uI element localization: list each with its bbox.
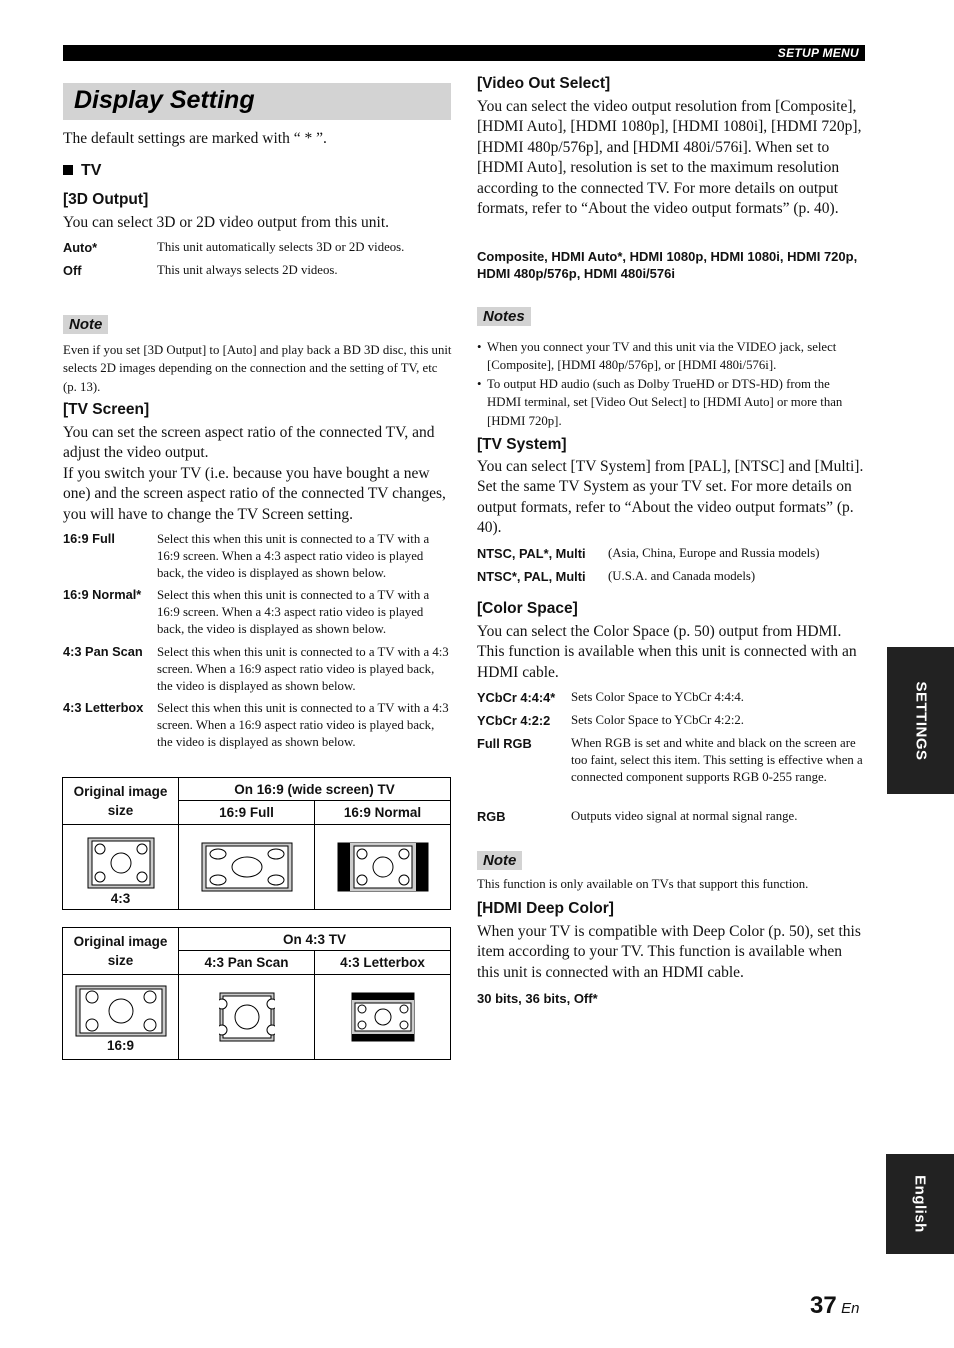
option-label: Off [63,263,82,278]
option-label: RGB [477,809,506,824]
cropped-image-icon [219,992,275,1042]
page-title: Display Setting [74,86,255,114]
square-bullet-icon [63,165,73,175]
source-ratio-label: 16:9 [106,1038,135,1053]
note-item: • When you connect your TV and this unit via the VIDEO jack, select [Composite], [HDMI 480p/576p], or [HDMI 480i/576i]. [477,338,865,375]
group-header: On 16:9 (wide screen) TV [179,778,451,801]
output3d-heading: [3D Output] [63,191,149,208]
option-label: 16:9 Normal* [63,587,142,602]
full-result-cell [179,825,315,910]
side-tab-settings[interactable] [887,647,954,794]
option-text: This unit automatically selects 3D or 2D videos. [157,240,405,254]
source-image-cell [63,975,179,1060]
tv-heading-text: TV [81,162,102,179]
option-text: When RGB is set and white and black on the screen are too faint, select this item. This setting is effective when a connected component supports RGB 0-255 range. [571,736,863,784]
videoout-options: Composite, HDMI Auto*, HDMI 1080p, HDMI 1080i, HDMI 720p, HDMI 480p/576p, HDMI 480i/576i [477,249,858,281]
aspect-table-4x3 [62,927,451,1060]
option-text: Select this when this unit is connected to a TV with a 4:3 screen. When a 16:9 aspect ratio video is played back, the video is displayed as shown below. [157,645,449,693]
title-box [63,83,451,120]
source-ratio-label: 4:3 [110,891,131,906]
option-label: 4:3 Letterbox [63,700,144,715]
colorspace-heading: [Color Space] [477,600,578,617]
option-text: Sets Color Space to YCbCr 4:4:4. [571,690,744,704]
group-header: On 4:3 TV [179,928,451,951]
notes-list [477,338,865,430]
option-text: Select this when this unit is connected to a TV with a 16:9 screen. When a 4:3 aspect ratio video is played back, the video is displayed as shown below. [157,532,430,580]
option-text: Outputs video signal at normal signal range. [571,809,798,823]
side-tab-english-label: English [911,1175,929,1233]
image-16x9-icon [75,985,167,1037]
intro-text: The default settings are marked with “ * ”. [63,130,327,147]
option-label: NTSC, PAL*, Multi [477,546,586,561]
page-lang: En [841,1300,860,1317]
tvsystem-desc: You can select [TV System] from [PAL], [NTSC] and [Multi]. Set the same TV System as your TV set. For more details on output formats, refer to “About the video output formats” (p. 40). [477,458,864,537]
videoout-desc: You can select the video output resolution from [Composite], [HDMI Auto], [HDMI 1080p], [HDMI 1080i], [HDMI 720p], [HDMI 480p/576p], and [HDMI 480i/576i]. When set to [HDMI Auto], resolution is set to the maximum resolution according to the connected TV. For more details on output formats, refer to “About the video output formats” (p. 40). [477,98,862,218]
page-number-value: 37 [810,1292,837,1319]
tvscreen-desc: You can set the screen aspect ratio of the connected TV, and adjust the video output. If you switch your TV (i.e. because you have bought a new one) and the screen aspect ratio of the connected TV changes, you will have to change the TV Screen setting. [63,424,446,523]
tvsystem-heading: [TV System] [477,436,567,453]
letterbox-image-icon [351,992,415,1042]
side-tab-settings-label: SETTINGS [912,680,929,761]
note-text: This function is only available on TVs that support this function. [477,877,809,891]
option-label: YCbCr 4:4:4* [477,690,556,705]
note-label: Note [63,315,108,334]
note-item-text: When you connect your TV and this unit via the VIDEO jack, select [Composite], [HDMI 480p/576p], or [HDMI 480i/576i]. [487,340,837,373]
aspect-table-16x9 [62,777,451,910]
note-label: Note [477,851,522,870]
original-size-header: Original image size [63,928,179,975]
tv-heading [63,162,101,180]
stretched-image-icon [201,842,293,892]
header-bar [63,45,865,61]
option-label: 16:9 Full [63,531,115,546]
note-text: Even if you set [3D Output] to [Auto] and play back a BD 3D disc, this unit selects 2D images depending on the connection and the setting of TV, etc (p. 13). [63,343,452,394]
side-tab-english[interactable] [886,1154,954,1254]
option-text: Sets Color Space to YCbCr 4:2:2. [571,713,744,727]
option-label: YCbCr 4:2:2 [477,713,551,728]
notes-label: Notes [477,307,531,326]
option-label: Full RGB [477,736,532,751]
section-title: SETUP MENU [777,46,859,60]
letterbox-result-cell [315,975,451,1060]
col-header: 16:9 Normal [315,801,451,825]
note-item-text: To output HD audio (such as Dolby TrueHD or DTS-HD) from the HDMI terminal, set [Video Out Select] to [HDMI Auto] or more than [HDMI 720p]. [487,376,843,428]
option-label: 4:3 Pan Scan [63,644,143,659]
videoout-heading: [Video Out Select] [477,75,611,92]
image-4x3-icon [87,837,155,889]
option-text: This unit always selects 2D videos. [157,263,338,277]
deepcolor-options: 30 bits, 36 bits, Off* [477,991,598,1006]
col-header: 4:3 Pan Scan [179,951,315,975]
deepcolor-desc: When your TV is compatible with Deep Color (p. 50), set this item according to your TV. This function is available when this unit is connected with an HDMI cable. [477,923,861,981]
output3d-desc: You can select 3D or 2D video output from this unit. [63,214,390,231]
pillarbox-image-icon [337,842,429,892]
page-number [810,1292,860,1320]
tvscreen-heading: [TV Screen] [63,401,150,418]
deepcolor-heading: [HDMI Deep Color] [477,900,614,917]
original-size-header: Original image size [63,778,179,825]
option-text: (Asia, China, Europe and Russia models) [608,546,820,560]
option-text: (U.S.A. and Canada models) [608,569,756,583]
option-text: Select this when this unit is connected to a TV with a 16:9 screen. When a 4:3 aspect ratio video is played back, the video is displayed as shown below. [157,588,430,636]
panscan-result-cell [179,975,315,1060]
note-item: • To output HD audio (such as Dolby TrueHD or DTS-HD) from the HDMI terminal, set [Video Out Select] to [HDMI Auto] or more than [HDMI 720p]. [477,375,865,430]
normal-result-cell [315,825,451,910]
col-header: 16:9 Full [179,801,315,825]
option-text: Select this when this unit is connected to a TV with a 4:3 screen. When a 16:9 aspect ratio video is played back, the video is displayed as shown below. [157,701,449,749]
source-image-cell [63,825,179,910]
option-label: NTSC*, PAL, Multi [477,569,586,584]
col-header: 4:3 Letterbox [315,951,451,975]
option-label: Auto* [63,240,98,255]
colorspace-desc: You can select the Color Space (p. 50) output from HDMI. This function is available when this unit is connected with an HDMI cable. [477,623,857,681]
